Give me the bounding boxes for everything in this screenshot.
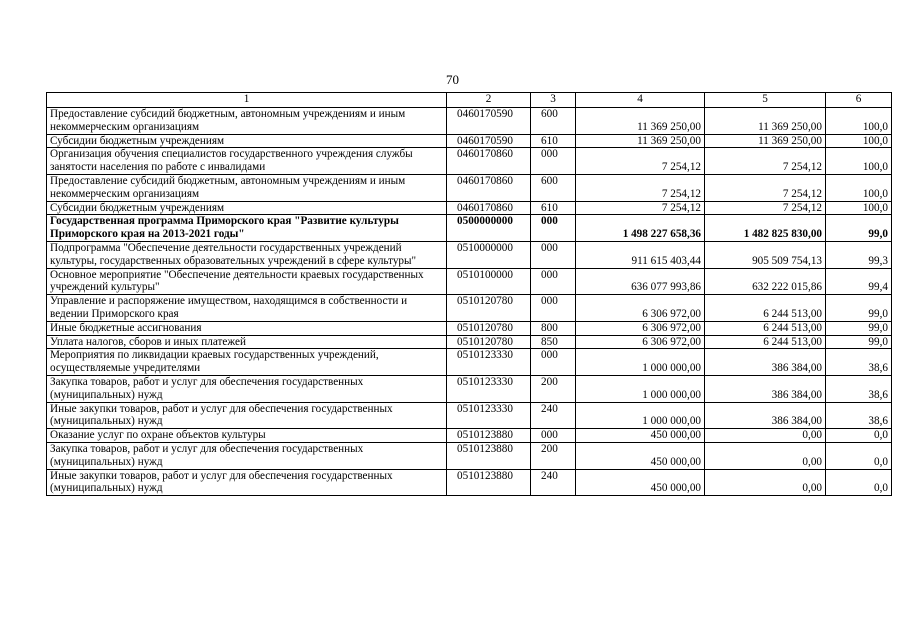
- row-code: 0510123330: [447, 375, 531, 402]
- table-row: [47, 402, 892, 429]
- row-name: Предоставление субсидий бюджетным, автономным учреждениям и иным некоммерческим организациям: [47, 174, 447, 201]
- row-col5-value: 11 369 250,00: [705, 134, 826, 148]
- row-col4-value: 911 615 403,44: [576, 241, 705, 268]
- row-col5-value: 1 482 825 830,00: [705, 215, 826, 242]
- row-expense-type: 000: [531, 241, 576, 268]
- row-col6-percent: 99,0: [826, 215, 892, 242]
- row-col5-value: 386 384,00: [705, 375, 826, 402]
- row-code: 0510120780: [447, 321, 531, 335]
- table-row: [47, 375, 892, 402]
- table-row: [47, 148, 892, 175]
- row-col6-percent: 100,0: [826, 108, 892, 135]
- row-col6-percent: 100,0: [826, 134, 892, 148]
- row-name: Уплата налогов, сборов и иных платежей: [47, 335, 447, 349]
- row-name: Иные закупки товаров, работ и услуг для обеспечения государственных (муниципальных) нужд: [47, 402, 447, 429]
- header-col-1: 1: [47, 93, 447, 108]
- row-name: Иные бюджетные ассигнования: [47, 321, 447, 335]
- row-col6-percent: 99,0: [826, 335, 892, 349]
- table-row: [47, 215, 892, 242]
- row-expense-type: 000: [531, 295, 576, 322]
- row-code: 0510000000: [447, 241, 531, 268]
- row-expense-type: 000: [531, 215, 576, 242]
- row-col4-value: 1 000 000,00: [576, 375, 705, 402]
- row-col4-value: 7 254,12: [576, 174, 705, 201]
- row-col4-value: 450 000,00: [576, 442, 705, 469]
- table-row: [47, 349, 892, 376]
- row-col5-value: 7 254,12: [705, 201, 826, 215]
- table-row: [47, 321, 892, 335]
- row-code: 0500000000: [447, 215, 531, 242]
- row-code: 0510100000: [447, 268, 531, 295]
- row-col4-value: 1 000 000,00: [576, 349, 705, 376]
- row-name: Управление и распоряжение имуществом, находящимся в собственности и ведении Приморского края: [47, 295, 447, 322]
- row-col5-value: 6 244 513,00: [705, 295, 826, 322]
- row-col5-value: 632 222 015,86: [705, 268, 826, 295]
- table-row: [47, 241, 892, 268]
- row-col5-value: 6 244 513,00: [705, 335, 826, 349]
- row-name: Оказание услуг по охране объектов культуры: [47, 429, 447, 443]
- row-code: 0510120780: [447, 295, 531, 322]
- table-row: [47, 174, 892, 201]
- row-name: Мероприятия по ликвидации краевых государственных учреждений, осуществляемые учредителями: [47, 349, 447, 376]
- row-col6-percent: 0,0: [826, 429, 892, 443]
- header-col-6: 6: [826, 93, 892, 108]
- row-col6-percent: 99,3: [826, 241, 892, 268]
- page-number: 70: [446, 72, 459, 87]
- row-expense-type: 850: [531, 335, 576, 349]
- table-row: [47, 108, 892, 135]
- row-name: Закупка товаров, работ и услуг для обеспечения государственных (муниципальных) нужд: [47, 442, 447, 469]
- row-col4-value: 11 369 250,00: [576, 108, 705, 135]
- table-header-row: [47, 93, 892, 108]
- budget-table: [46, 92, 892, 496]
- row-col6-percent: 99,4: [826, 268, 892, 295]
- row-expense-type: 600: [531, 108, 576, 135]
- row-expense-type: 240: [531, 469, 576, 496]
- table-row: [47, 442, 892, 469]
- row-col5-value: 7 254,12: [705, 174, 826, 201]
- row-col6-percent: 0,0: [826, 469, 892, 496]
- table-row: [47, 268, 892, 295]
- row-code: 0510123880: [447, 469, 531, 496]
- row-name: Субсидии бюджетным учреждениям: [47, 201, 447, 215]
- row-code: 0510123880: [447, 429, 531, 443]
- header-col-2: 2: [447, 93, 531, 108]
- header-col-3: 3: [531, 93, 576, 108]
- row-col6-percent: 99,0: [826, 295, 892, 322]
- row-name: Иные закупки товаров, работ и услуг для обеспечения государственных (муниципальных) нужд: [47, 469, 447, 496]
- row-code: 0460170590: [447, 134, 531, 148]
- row-col4-value: 636 077 993,86: [576, 268, 705, 295]
- row-col4-value: 6 306 972,00: [576, 295, 705, 322]
- row-col5-value: 0,00: [705, 442, 826, 469]
- row-code: 0460170860: [447, 174, 531, 201]
- row-code: 0510123880: [447, 442, 531, 469]
- row-col5-value: 905 509 754,13: [705, 241, 826, 268]
- row-col6-percent: 38,6: [826, 402, 892, 429]
- row-col4-value: 1 000 000,00: [576, 402, 705, 429]
- row-col6-percent: 38,6: [826, 375, 892, 402]
- row-expense-type: 240: [531, 402, 576, 429]
- table-row: [47, 429, 892, 443]
- row-name: Субсидии бюджетным учреждениям: [47, 134, 447, 148]
- row-expense-type: 000: [531, 268, 576, 295]
- row-code: 0510123330: [447, 349, 531, 376]
- table-row: [47, 134, 892, 148]
- row-name: Подпрограмма "Обеспечение деятельности государственных учреждений культуры, государственных образовательных учреждений в сфере культуры": [47, 241, 447, 268]
- header-col-5: 5: [705, 93, 826, 108]
- row-col5-value: 6 244 513,00: [705, 321, 826, 335]
- row-col4-value: 6 306 972,00: [576, 335, 705, 349]
- row-col6-percent: 0,0: [826, 442, 892, 469]
- row-col5-value: 11 369 250,00: [705, 108, 826, 135]
- table-row: [47, 201, 892, 215]
- row-expense-type: 610: [531, 201, 576, 215]
- row-col5-value: 0,00: [705, 469, 826, 496]
- row-col6-percent: 100,0: [826, 148, 892, 175]
- row-expense-type: 000: [531, 349, 576, 376]
- row-expense-type: 000: [531, 148, 576, 175]
- row-expense-type: 200: [531, 442, 576, 469]
- row-col4-value: 1 498 227 658,36: [576, 215, 705, 242]
- table-body: [47, 108, 892, 496]
- row-code: 0460170860: [447, 201, 531, 215]
- row-col5-value: 7 254,12: [705, 148, 826, 175]
- row-col5-value: 0,00: [705, 429, 826, 443]
- row-code: 0510120780: [447, 335, 531, 349]
- header-col-4: 4: [576, 93, 705, 108]
- row-expense-type: 600: [531, 174, 576, 201]
- row-expense-type: 000: [531, 429, 576, 443]
- row-expense-type: 800: [531, 321, 576, 335]
- row-col6-percent: 38,6: [826, 349, 892, 376]
- row-col6-percent: 99,0: [826, 321, 892, 335]
- table-row: [47, 469, 892, 496]
- row-col4-value: 450 000,00: [576, 429, 705, 443]
- row-col6-percent: 100,0: [826, 201, 892, 215]
- row-col5-value: 386 384,00: [705, 349, 826, 376]
- row-col4-value: 7 254,12: [576, 148, 705, 175]
- table-row: [47, 295, 892, 322]
- row-col4-value: 7 254,12: [576, 201, 705, 215]
- row-code: 0510123330: [447, 402, 531, 429]
- row-name: Основное мероприятие "Обеспечение деятельности краевых государственных учреждений культуры": [47, 268, 447, 295]
- row-code: 0460170860: [447, 148, 531, 175]
- row-expense-type: 610: [531, 134, 576, 148]
- row-expense-type: 200: [531, 375, 576, 402]
- row-name: Государственная программа Приморского края "Развитие культуры Приморского края на 2013-2021 годы": [47, 215, 447, 242]
- row-name: Закупка товаров, работ и услуг для обеспечения государственных (муниципальных) нужд: [47, 375, 447, 402]
- row-code: 0460170590: [447, 108, 531, 135]
- row-col5-value: 386 384,00: [705, 402, 826, 429]
- row-col4-value: 6 306 972,00: [576, 321, 705, 335]
- table-row: [47, 335, 892, 349]
- row-name: Организация обучения специалистов государственного учреждения службы занятости населения по работе с инвалидами: [47, 148, 447, 175]
- row-col4-value: 11 369 250,00: [576, 134, 705, 148]
- row-col6-percent: 100,0: [826, 174, 892, 201]
- row-col4-value: 450 000,00: [576, 469, 705, 496]
- row-name: Предоставление субсидий бюджетным, автономным учреждениям и иным некоммерческим организациям: [47, 108, 447, 135]
